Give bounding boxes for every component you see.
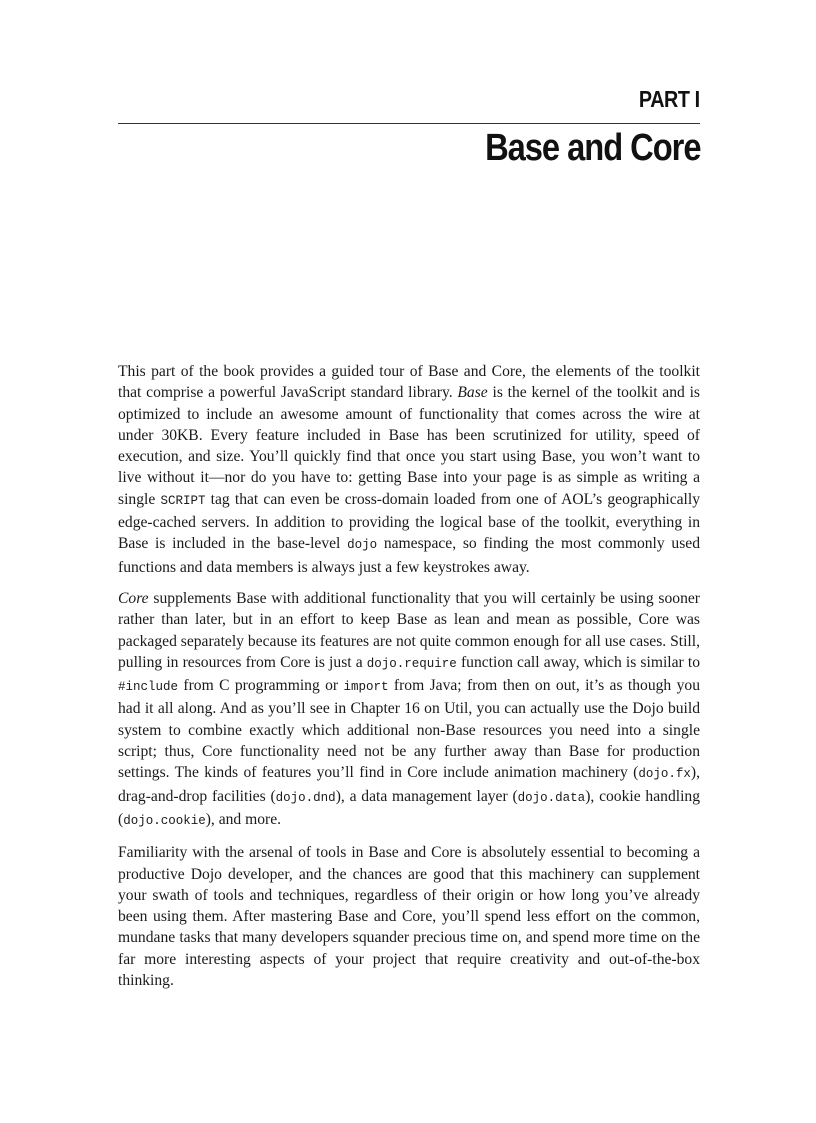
text-run: function call away, which is similar to xyxy=(456,653,701,671)
code-dojo: dojo xyxy=(347,538,378,553)
text-run: ), drag-and-drop facilities ( xyxy=(118,764,700,805)
emphasis-base: Base xyxy=(457,384,488,402)
header-rule xyxy=(118,123,700,124)
text-run: is the kernel of the toolkit and is optimized to include an awesome amount of functionality that comes across the wire at under 30KB. Every feature included in Base has been scrutinized for utility, speed of execution, and size. You’ll quickly find that once you start using Base, you won’t want to live without it—nor do you have to: getting Base into your page is as simple as writing a single xyxy=(118,384,700,508)
part-label: PART I xyxy=(639,86,700,112)
code-script: SCRIPT xyxy=(160,493,206,508)
code-dojo-cookie: dojo.cookie xyxy=(123,813,206,828)
paragraph-intro xyxy=(118,361,700,578)
text-run: tag that can even be cross-domain loaded from one of AOL’s geographically edge-cached servers. In addition to providing the logical base of the toolkit, everything in Base is included in the base-level xyxy=(118,490,701,553)
text-run: from Java; from then on out, it’s as though you had it all along. And as you’ll see in Chapter 16 on Util, you can actually use the Dojo build system to combine exactly which additional non-Base resources you need into a single script; thus, Core functionality need not be any further away than Base for production settings. The kinds of features you’ll find in Core include animation machinery ( xyxy=(118,677,700,782)
code-dojo-fx: dojo.fx xyxy=(638,767,691,782)
body-text xyxy=(118,361,700,1001)
text-run: namespace, so finding the most commonly used functions and data members is always just a few keystrokes away. xyxy=(118,535,700,576)
text-run: supplements Base with additional functionality that you will certainly be using sooner rather than later, but in an effort to keep Base as lean and mean as possible, Core was packaged separately because its features are not quite common enough for all use cases. Still, pulling in resources from Core is just a xyxy=(118,589,700,671)
code-include: #include xyxy=(118,680,179,695)
code-dojo-require: dojo.require xyxy=(366,656,457,671)
paragraph-core xyxy=(118,588,700,832)
code-dojo-dnd: dojo.dnd xyxy=(275,790,336,805)
text-run: from C programming or xyxy=(178,677,344,695)
paragraph-familiarity: Familiarity with the arsenal of tools in Base and Core is absolutely essential to becoming a productive Dojo developer, and the chances are good that this machinery can supplement your swath of tools and techniques, regardless of their origin or how long you’ve already been using them. After mastering Base and Core, you’ll spend less effort on the common, mundane tasks that many developers squander precious time on, and spend more time on the far more interesting aspects of your project that require creativity and out-of-the-box thinking. xyxy=(118,844,700,990)
emphasis-core: Core xyxy=(118,589,149,607)
text-run: ), and more. xyxy=(205,810,282,828)
text-run: This part of the book provides a guided tour of Base and Core, the elements of the toolkit that comprise a powerful JavaScript standard library. xyxy=(118,363,700,402)
code-import: import xyxy=(343,680,389,695)
part-title: Base and Core xyxy=(484,127,700,169)
code-dojo-data: dojo.data xyxy=(517,790,586,805)
text-run: ), cookie handling ( xyxy=(118,787,700,828)
text-run: ), a data management layer ( xyxy=(335,787,518,805)
